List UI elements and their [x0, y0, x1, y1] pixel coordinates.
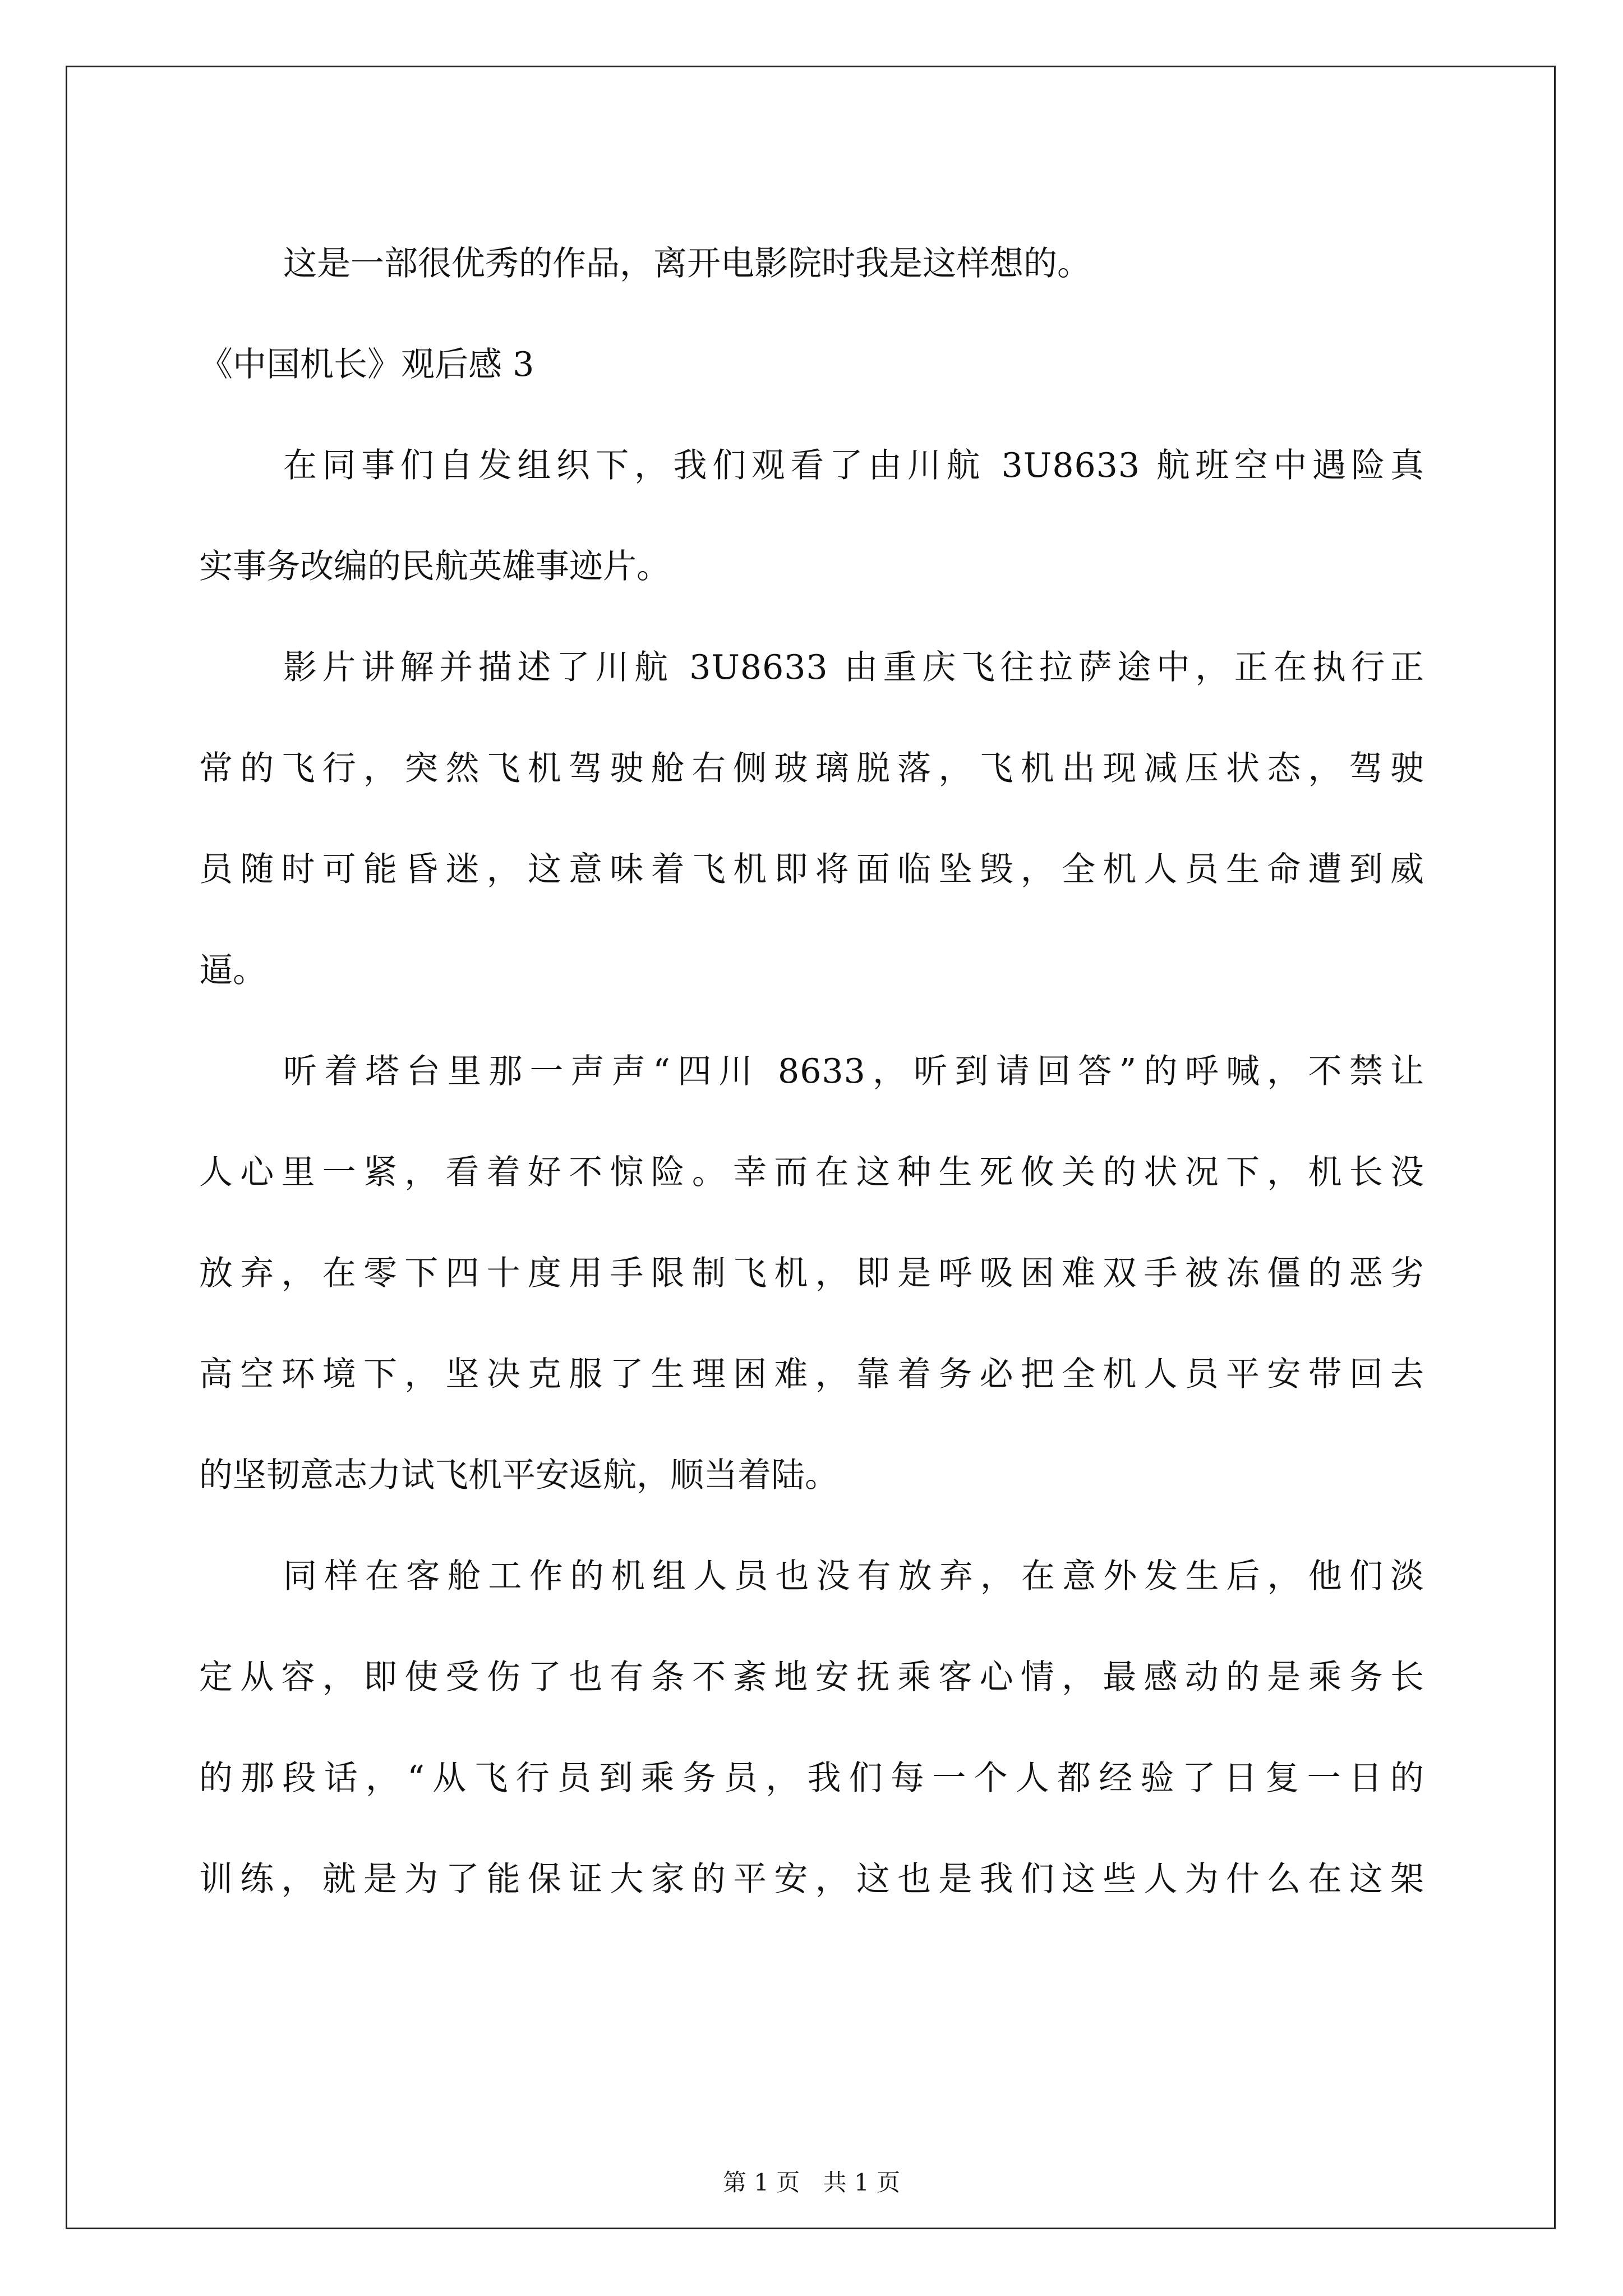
paragraph-line: 常的飞行，突然飞机驾驶舱右侧玻璃脱落，飞机出现减压状态，驾驶: [199, 749, 1424, 788]
document-body: [199, 213, 1424, 1930]
page-total: 共 1 页: [823, 2169, 901, 2196]
paragraph-line: 同样在客舱工作的机组人员也没有放弃，在意外发生后，他们淡: [283, 1557, 1424, 1596]
paragraph-line: 在同事们自发组织下，我们观看了由川航 3U8633 航班空中遇险真: [283, 446, 1424, 485]
paragraph-line: 的坚韧意志力试飞机平安返航，顺当着陆。: [199, 1456, 838, 1495]
paragraph-line: 高空环境下，坚决克服了生理困难，靠着务必把全机人员平安带回去: [199, 1355, 1424, 1394]
paragraph-line: 训练，就是为了能保证大家的平安，这也是我们这些人为什么在这架: [199, 1860, 1424, 1899]
paragraph-line: 放弃，在零下四十度用手限制飞机，即是呼吸困难双手被冻僵的恶劣: [199, 1254, 1424, 1293]
paragraph-line: 员随时可能昏迷，这意味着飞机即将面临坠毁，全机人员生命遭到威: [199, 850, 1424, 889]
paragraph-line: 定从容，即使受伤了也有条不紊地安抚乘客心情，最感动的是乘务长: [199, 1658, 1424, 1697]
section-heading: 《中国机长》观后感 3: [199, 345, 534, 384]
paragraph-line: 逼。: [199, 951, 266, 990]
page-footer: [0, 2164, 1623, 2198]
paragraph-line: 听着塔台里那一声声“四川 8633，听到请回答”的呼喊，不禁让: [283, 1052, 1424, 1091]
paragraph-line: 这是一部很优秀的作品，离开电影院时我是这样想的。: [283, 244, 1091, 283]
page-number: 第 1 页: [722, 2169, 800, 2196]
paragraph-line: 的那段话，“从飞行员到乘务员，我们每一个人都经验了日复一日的: [199, 1759, 1424, 1798]
paragraph-line: 人心里一紧，看着好不惊险。幸而在这种生死攸关的状况下，机长没: [199, 1153, 1424, 1192]
paragraph-line: 实事务改编的民航英雄事迹片。: [199, 547, 670, 586]
paragraph-line: 影片讲解并描述了川航 3U8633 由重庆飞往拉萨途中，正在执行正: [283, 648, 1424, 687]
